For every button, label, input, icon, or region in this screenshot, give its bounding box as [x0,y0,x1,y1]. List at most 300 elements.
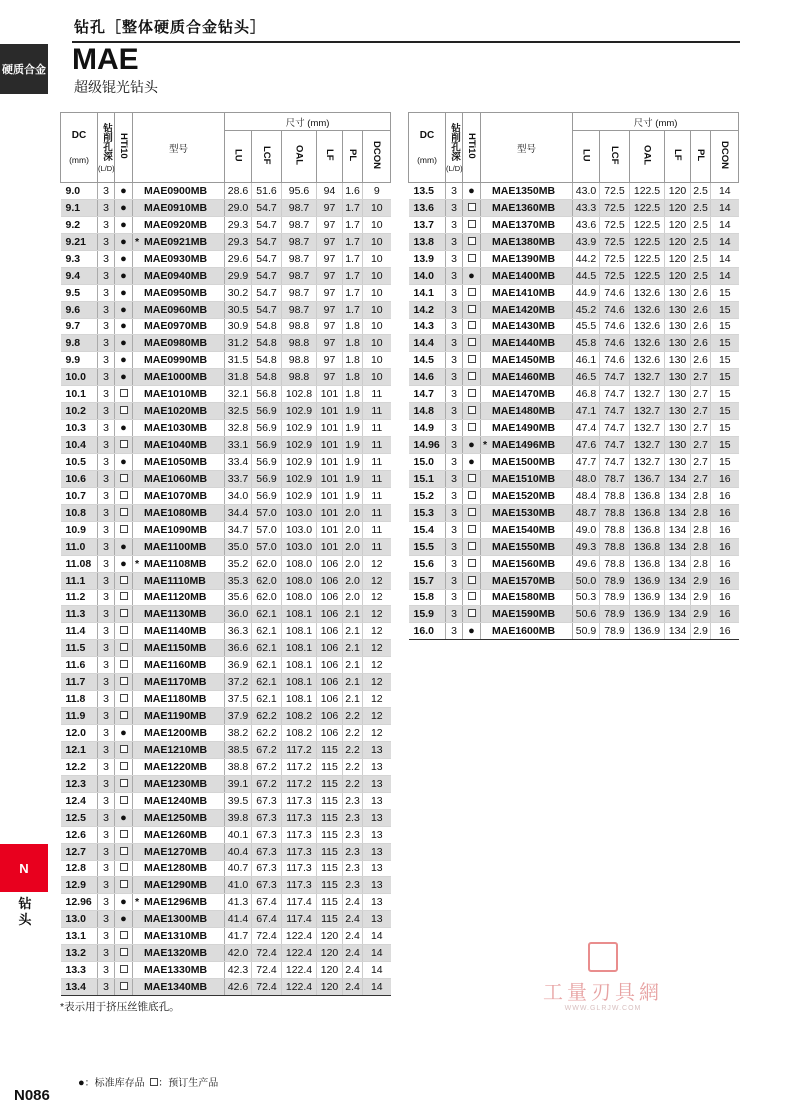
cell-lf: 101 [317,420,343,437]
cell-dcon: 16 [711,487,739,504]
cell-dcon: 16 [711,555,739,572]
cell-depth: 3 [446,487,463,504]
cell-lcf: 74.7 [600,369,630,386]
cell-lf: 94 [317,183,343,200]
cell-stock-mark [463,504,481,521]
cell-part [481,420,573,437]
cell-part [133,572,225,589]
cell-lf: 134 [665,623,691,640]
cell-dcon: 13 [363,877,391,894]
table-row [61,877,391,894]
cell-lcf: 67.2 [252,775,282,792]
cell-lu: 36.6 [225,640,252,657]
part-number: MAE0950MB [144,286,208,299]
cell-stock-mark [463,437,481,454]
col-header-dc-unit: (mm) [417,155,437,165]
cell-stock-mark [115,183,133,200]
cell-lu: 31.2 [225,335,252,352]
cell-lu: 35.3 [225,572,252,589]
cell-dc: 12.1 [61,741,98,758]
part-number: MAE1496MB [492,439,556,452]
stock-dot-icon: ● [120,201,127,214]
cell-oal: 122.5 [630,250,665,267]
col-header-dc [61,113,98,183]
cell-lf: 134 [665,470,691,487]
cell-pl: 1.7 [343,199,363,216]
part-number: MAE1540MB [492,523,556,536]
cell-part [133,691,225,708]
cell-dc: 10.3 [61,420,98,437]
cell-lf: 134 [665,606,691,623]
cell-part [481,267,573,284]
cell-lu: 39.5 [225,792,252,809]
cell-lf: 106 [317,725,343,742]
cell-depth: 3 [98,352,115,369]
cell-depth: 3 [446,183,463,200]
stock-dot-icon: ● [120,557,127,570]
col-header-part: 型号 [133,113,225,183]
cell-lcf: 72.5 [600,199,630,216]
cell-dc: 9.3 [61,250,98,267]
cell-depth: 3 [98,860,115,877]
cell-lf: 120 [665,216,691,233]
cell-lf: 134 [665,504,691,521]
cell-dcon: 12 [363,725,391,742]
cell-oal: 103.0 [282,538,317,555]
col-header-lcf [252,131,282,183]
cell-pl: 2.4 [343,928,363,945]
cell-depth: 3 [98,758,115,775]
cell-oal: 108.2 [282,708,317,725]
cell-depth: 3 [446,555,463,572]
order-square-icon [120,694,128,702]
col-header-dcon-label: DCON [719,141,731,169]
part-number: MAE1590MB [492,608,556,621]
col-header-lcf [600,131,630,183]
cell-part [133,335,225,352]
cell-dcon: 11 [363,403,391,420]
table-row [61,284,391,301]
cell-lf: 106 [317,606,343,623]
cell-lf: 130 [665,335,691,352]
cell-dcon: 12 [363,589,391,606]
cell-lcf: 54.7 [252,199,282,216]
cell-oal: 98.8 [282,369,317,386]
cell-depth: 3 [446,318,463,335]
cell-stock-mark [463,606,481,623]
cell-lu: 49.6 [573,555,600,572]
cell-lf: 106 [317,657,343,674]
cell-depth: 3 [98,623,115,640]
cell-oal: 108.1 [282,640,317,657]
cell-oal: 136.8 [630,504,665,521]
order-square-icon [120,948,128,956]
table-row [409,606,739,623]
cell-dcon: 10 [363,216,391,233]
cell-depth: 3 [98,437,115,454]
order-square-icon [120,660,128,668]
part-number: MAE0900MB [144,184,208,197]
cell-stock-mark [115,826,133,843]
cell-dc: 14.7 [409,386,446,403]
cell-lcf: 62.1 [252,657,282,674]
cell-dc: 10.1 [61,386,98,403]
part-number: MAE1020MB [144,405,208,418]
cell-part [481,199,573,216]
cell-dcon: 14 [711,250,739,267]
cell-dcon: 13 [363,911,391,928]
cell-dcon: 11 [363,470,391,487]
part-number: MAE1250MB [144,811,208,824]
stock-dot-icon: ● [120,811,127,824]
cell-pl: 2.5 [691,267,711,284]
cell-part [481,589,573,606]
cell-lf: 106 [317,691,343,708]
cell-lf: 130 [665,352,691,369]
cell-depth: 3 [98,589,115,606]
stock-dot-icon: ● [468,455,475,468]
cell-dcon: 12 [363,640,391,657]
cell-dc: 13.7 [409,216,446,233]
cell-oal: 122.5 [630,233,665,250]
cell-part [133,504,225,521]
cell-lcf: 54.7 [252,233,282,250]
cell-lu: 45.8 [573,335,600,352]
part-number: MAE1560MB [492,557,556,570]
col-header-lcf-label: LCF [609,145,620,165]
cell-lf: 97 [317,284,343,301]
section-tab: N [0,844,48,892]
cell-part [133,657,225,674]
cell-lcf: 78.8 [600,555,630,572]
cell-oal: 98.7 [282,199,317,216]
part-number: MAE1370MB [492,218,556,231]
cell-lu: 30.2 [225,284,252,301]
cell-dc: 11.9 [61,708,98,725]
cell-oal: 136.8 [630,555,665,572]
cell-dc: 13.5 [409,183,446,200]
cell-dc: 12.7 [61,843,98,860]
cell-dc: 12.6 [61,826,98,843]
cell-oal: 98.8 [282,352,317,369]
table-row [409,183,739,200]
cell-dc: 9.21 [61,233,98,250]
order-square-icon [120,982,128,990]
col-header-lu [573,131,600,183]
col-header-pl [691,131,711,183]
cell-lcf: 74.6 [600,352,630,369]
part-number: MAE1450MB [492,354,556,367]
cell-part [481,606,573,623]
cell-lu: 50.6 [573,606,600,623]
stock-dot-icon: ● [468,269,475,282]
cell-dcon: 11 [363,504,391,521]
cell-lcf: 62.0 [252,589,282,606]
cell-dcon: 10 [363,199,391,216]
cell-pl: 2.7 [691,470,711,487]
cell-stock-mark [463,352,481,369]
cell-part [133,606,225,623]
cell-dc: 10.6 [61,470,98,487]
cell-oal: 122.4 [282,979,317,996]
cell-part [481,487,573,504]
cell-dcon: 12 [363,555,391,572]
cell-dcon: 12 [363,708,391,725]
cell-pl: 2.3 [343,843,363,860]
part-number: MAE1260MB [144,828,208,841]
cell-depth: 3 [98,521,115,538]
cell-stock-mark [115,589,133,606]
col-header-dc [409,113,446,183]
cell-lcf: 74.6 [600,284,630,301]
cell-lf: 120 [317,979,343,996]
table-row [61,555,391,572]
cell-part [133,589,225,606]
table-row [61,911,391,928]
cell-lf: 134 [665,487,691,504]
col-header-oal [282,131,317,183]
col-header-grade-label: HTi10 [466,133,477,159]
cell-dcon: 16 [711,572,739,589]
cell-lcf: 78.7 [600,470,630,487]
cell-oal: 108.0 [282,572,317,589]
cell-lf: 115 [317,792,343,809]
cell-depth: 3 [446,369,463,386]
cell-dc: 11.8 [61,691,98,708]
cell-lu: 28.6 [225,183,252,200]
cell-lcf: 62.0 [252,555,282,572]
order-square-icon [120,440,128,448]
cell-lcf: 62.1 [252,691,282,708]
table-row [61,437,391,454]
cell-lf: 97 [317,318,343,335]
cell-lcf: 56.8 [252,386,282,403]
cell-stock-mark [115,962,133,979]
cell-lcf: 57.0 [252,521,282,538]
cell-lu: 36.0 [225,606,252,623]
cell-dcon: 14 [363,945,391,962]
order-square-icon [468,338,476,346]
cell-depth: 3 [98,809,115,826]
cell-stock-mark [463,386,481,403]
cell-dc: 15.6 [409,555,446,572]
part-number: MAE1390MB [492,252,556,265]
part-number: MAE1340MB [144,981,208,994]
cell-lu: 46.1 [573,352,600,369]
part-number: MAE1170MB [144,676,207,689]
cell-lu: 48.0 [573,470,600,487]
cell-stock-mark [115,538,133,555]
order-square-icon [120,847,128,855]
cell-lu: 43.6 [573,216,600,233]
cell-oal: 98.8 [282,335,317,352]
cell-depth: 3 [98,741,115,758]
cell-oal: 136.9 [630,589,665,606]
cell-part [133,962,225,979]
col-header-lu-label: LU [232,148,244,162]
cell-part [481,437,573,454]
part-number: MAE0970MB [144,320,208,333]
cell-part [133,758,225,775]
cell-dcon: 10 [363,233,391,250]
col-header-grade [463,113,481,183]
cell-dc: 13.6 [409,199,446,216]
cell-depth: 3 [446,606,463,623]
cell-oal: 98.7 [282,216,317,233]
part-number: MAE1490MB [492,422,556,435]
cell-oal: 136.7 [630,470,665,487]
table-row [61,470,391,487]
cell-dc: 14.5 [409,352,446,369]
cell-pl: 1.7 [343,216,363,233]
cell-dc: 11.08 [61,555,98,572]
cell-part [481,403,573,420]
col-header-pl [343,131,363,183]
cell-pl: 1.8 [343,335,363,352]
cell-dcon: 14 [363,979,391,996]
cell-lcf: 74.7 [600,454,630,471]
cell-depth: 3 [98,792,115,809]
stock-dot-icon: ● [120,286,127,299]
cell-stock-mark [463,369,481,386]
cell-part [133,792,225,809]
cell-depth: 3 [446,521,463,538]
cell-stock-mark [463,470,481,487]
cell-oal: 108.1 [282,623,317,640]
cell-part [481,572,573,589]
cell-lf: 97 [317,199,343,216]
cell-part [133,979,225,996]
cell-lcf: 67.3 [252,860,282,877]
col-header-depth-unit: (L/D) [98,163,115,173]
table-row [61,741,391,758]
cell-depth: 3 [98,504,115,521]
cell-dcon: 10 [363,335,391,352]
cell-dcon: 13 [363,741,391,758]
part-number: MAE0921MB [144,235,208,248]
table-row [61,267,391,284]
col-header-oal [630,131,665,183]
part-number: MAE1440MB [492,337,556,350]
cell-depth: 3 [98,657,115,674]
cell-dcon: 15 [711,386,739,403]
cell-lf: 106 [317,589,343,606]
order-square-icon [468,203,476,211]
table-row [409,386,739,403]
part-number: MAE1300MB [144,913,208,926]
part-number: MAE1040MB [144,439,208,452]
table-row [61,386,391,403]
cell-lf: 130 [665,369,691,386]
cell-pl: 2.5 [691,183,711,200]
cell-lu: 44.5 [573,267,600,284]
part-number: MAE1430MB [492,320,556,333]
cell-pl: 2.3 [343,809,363,826]
cell-depth: 3 [98,725,115,742]
cell-dc: 12.0 [61,725,98,742]
cell-depth: 3 [98,674,115,691]
cell-depth: 3 [98,877,115,894]
cell-lf: 120 [317,928,343,945]
cell-lf: 134 [665,555,691,572]
cell-pl: 2.8 [691,538,711,555]
part-number: MAE1210MB [144,743,208,756]
table-row [409,335,739,352]
col-header-lf [317,131,343,183]
part-number: MAE0930MB [144,252,208,265]
order-square-icon [120,626,128,634]
cell-part [133,860,225,877]
col-header-part: 型号 [481,113,573,183]
stock-dot-icon: ● [468,439,475,452]
table-row [61,843,391,860]
cell-pl: 2.0 [343,589,363,606]
cell-lu: 40.7 [225,860,252,877]
cell-oal: 122.5 [630,216,665,233]
cell-dc: 15.5 [409,538,446,555]
cell-dc: 14.96 [409,437,446,454]
order-square-icon [120,863,128,871]
cell-oal: 117.3 [282,877,317,894]
cell-lcf: 67.4 [252,911,282,928]
table-row [61,860,391,877]
order-square-icon [120,576,128,584]
cell-lu: 42.6 [225,979,252,996]
cell-dc: 15.9 [409,606,446,623]
cell-depth: 3 [446,335,463,352]
cell-dc: 9.5 [61,284,98,301]
cell-lu: 35.2 [225,555,252,572]
cell-dc: 14.1 [409,284,446,301]
stock-dot-icon: ● [120,896,127,909]
cell-dc: 14.3 [409,318,446,335]
cell-part [133,826,225,843]
cell-lu: 45.5 [573,318,600,335]
table-row [61,657,391,674]
cell-lf: 101 [317,403,343,420]
cell-pl: 2.8 [691,555,711,572]
part-number: MAE1570MB [492,574,556,587]
cell-lu: 48.4 [573,487,600,504]
cell-part [133,555,225,572]
cell-lu: 38.8 [225,758,252,775]
cell-lu: 33.7 [225,470,252,487]
cell-lf: 134 [665,538,691,555]
cell-dc: 13.2 [61,945,98,962]
star-mark: * [135,896,140,909]
cell-lcf: 67.2 [252,758,282,775]
cell-dcon: 10 [363,250,391,267]
spec-table-right [408,112,739,640]
cell-lf: 134 [665,521,691,538]
cell-lu: 29.6 [225,250,252,267]
cell-lcf: 56.9 [252,454,282,471]
cell-lu: 29.3 [225,233,252,250]
cell-part [481,216,573,233]
part-number: MAE1296MB [144,896,208,909]
table-row [409,538,739,555]
part-number: MAE1600MB [492,625,556,638]
cell-stock-mark [115,792,133,809]
cell-dc: 9.9 [61,352,98,369]
cell-pl: 1.7 [343,250,363,267]
cell-lu: 39.8 [225,809,252,826]
cell-lf: 106 [317,674,343,691]
col-header-oal-label: OAL [641,144,653,166]
order-square-icon [120,643,128,651]
cell-stock-mark [115,352,133,369]
cell-pl: 1.9 [343,437,363,454]
